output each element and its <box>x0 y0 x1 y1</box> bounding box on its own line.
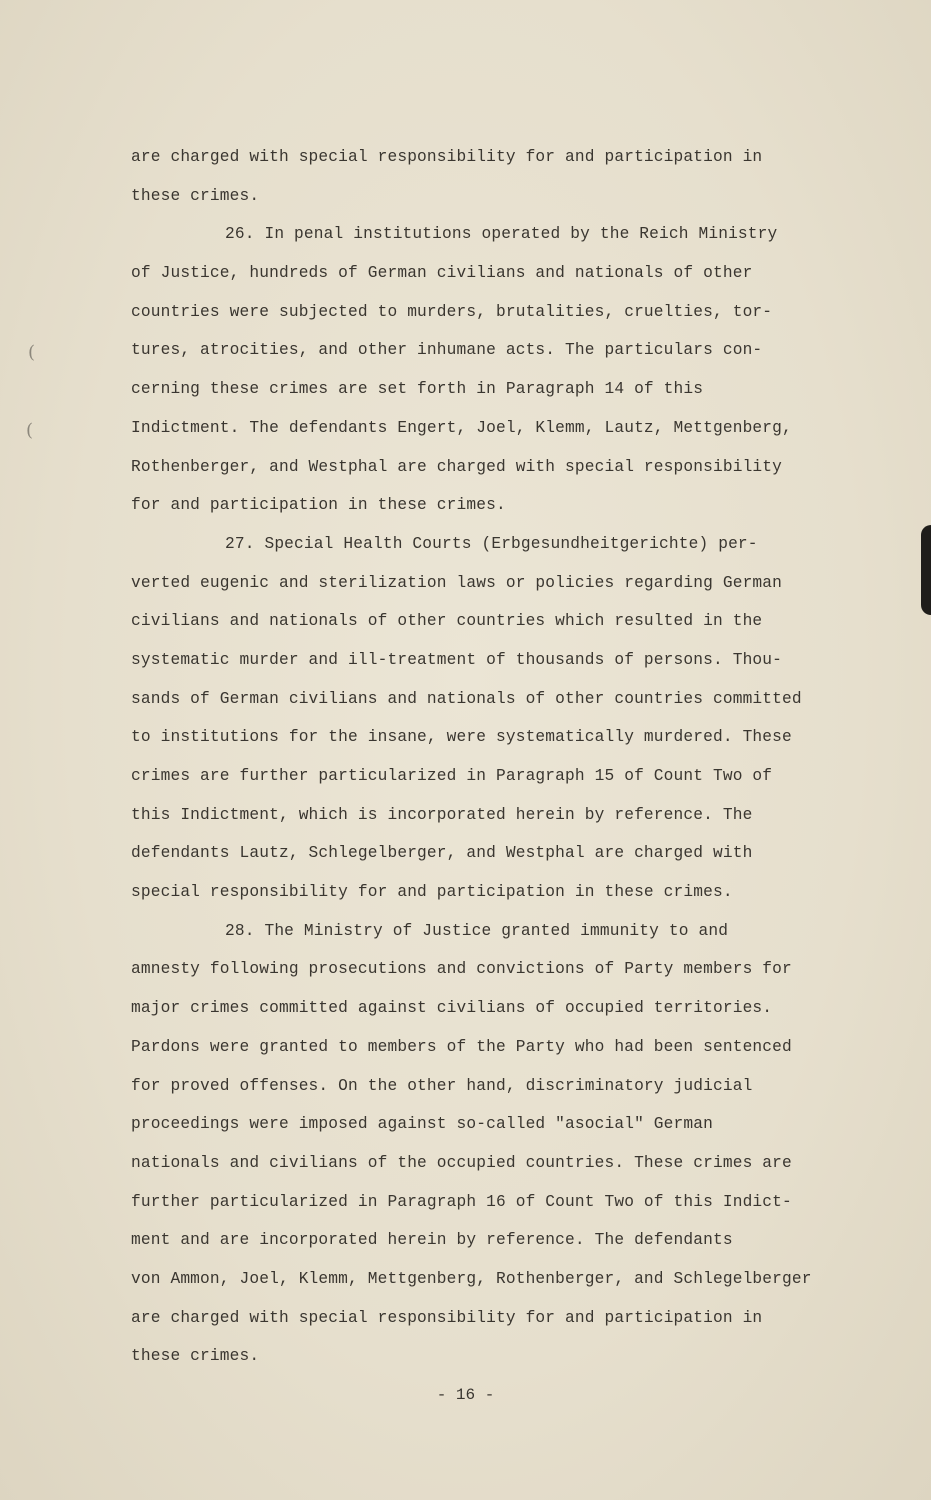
text-line: nationals and civilians of the occupied countries. These crimes are <box>131 1153 792 1172</box>
text-line: this Indictment, which is incorporated herein by reference. The <box>131 805 753 824</box>
text-line: these crimes. <box>131 1347 260 1366</box>
text-line: von Ammon, Joel, Klemm, Mettgenberg, Rothenberger, and Schlegelberger <box>131 1269 812 1288</box>
paragraph-28-start: 28. The Ministry of Justice granted immunity to and <box>225 921 729 940</box>
text-line: systematic murder and ill-treatment of thousands of persons. Thou- <box>131 650 783 669</box>
text-line: cerning these crimes are set forth in Paragraph 14 of this <box>131 380 704 399</box>
text-line: for proved offenses. On the other hand, discriminatory judicial <box>131 1076 753 1095</box>
page-edge-shadow <box>921 525 931 615</box>
text-line: Pardons were granted to members of the Party who had been sentenced <box>131 1037 792 1056</box>
text-line: ment and are incorporated herein by reference. The defendants <box>131 1231 733 1250</box>
text-line: for and participation in these crimes. <box>131 496 506 515</box>
text-line: verted eugenic and sterilization laws or policies regarding German <box>131 573 783 592</box>
text-line: further particularized in Paragraph 16 of Count Two of this Indict- <box>131 1192 792 1211</box>
text-line: Indictment. The defendants Engert, Joel, Klemm, Lautz, Mettgenberg, <box>131 418 792 437</box>
text-line: defendants Lautz, Schlegelberger, and Westphal are charged with <box>131 844 753 863</box>
text-line: countries were subjected to murders, brutalities, cruelties, tor- <box>131 302 773 321</box>
text-line: sands of German civilians and nationals of other countries committed <box>131 689 802 708</box>
page-number: - 16 - <box>436 1386 495 1404</box>
paragraph-27-start: 27. Special Health Courts (Erbgesundheitgerichte) per- <box>225 534 758 553</box>
margin-mark: ( <box>26 420 34 441</box>
text-line: crimes are further particularized in Paragraph 15 of Count Two of <box>131 767 773 785</box>
text-line: these crimes. <box>131 186 260 205</box>
text-line: Rothenberger, and Westphal are charged with special responsibility <box>131 457 783 476</box>
paragraph-26-start: 26. In penal institutions operated by the Reich Ministry <box>225 225 778 244</box>
text-line: tures, atrocities, and other inhumane acts. The particulars con- <box>131 341 763 360</box>
text-line: to institutions for the insane, were systematically murdered. These <box>131 728 792 747</box>
text-line: special responsibility for and participation in these crimes. <box>131 883 733 902</box>
text-line: civilians and nationals of other countries which resulted in the <box>131 612 763 631</box>
text-line: of Justice, hundreds of German civilians and nationals of other <box>131 264 753 283</box>
text-line: are charged with special responsibility for and participation in <box>131 148 763 166</box>
text-line: are charged with special responsibility for and participation in <box>131 1308 763 1327</box>
text-line: major crimes committed against civilians of occupied territories. <box>131 999 773 1018</box>
text-line: amnesty following prosecutions and convictions of Party members for <box>131 960 792 979</box>
body-text <box>131 138 811 1376</box>
text-line: proceedings were imposed against so-called "asocial" German <box>131 1115 713 1134</box>
margin-mark: ( <box>28 342 36 363</box>
